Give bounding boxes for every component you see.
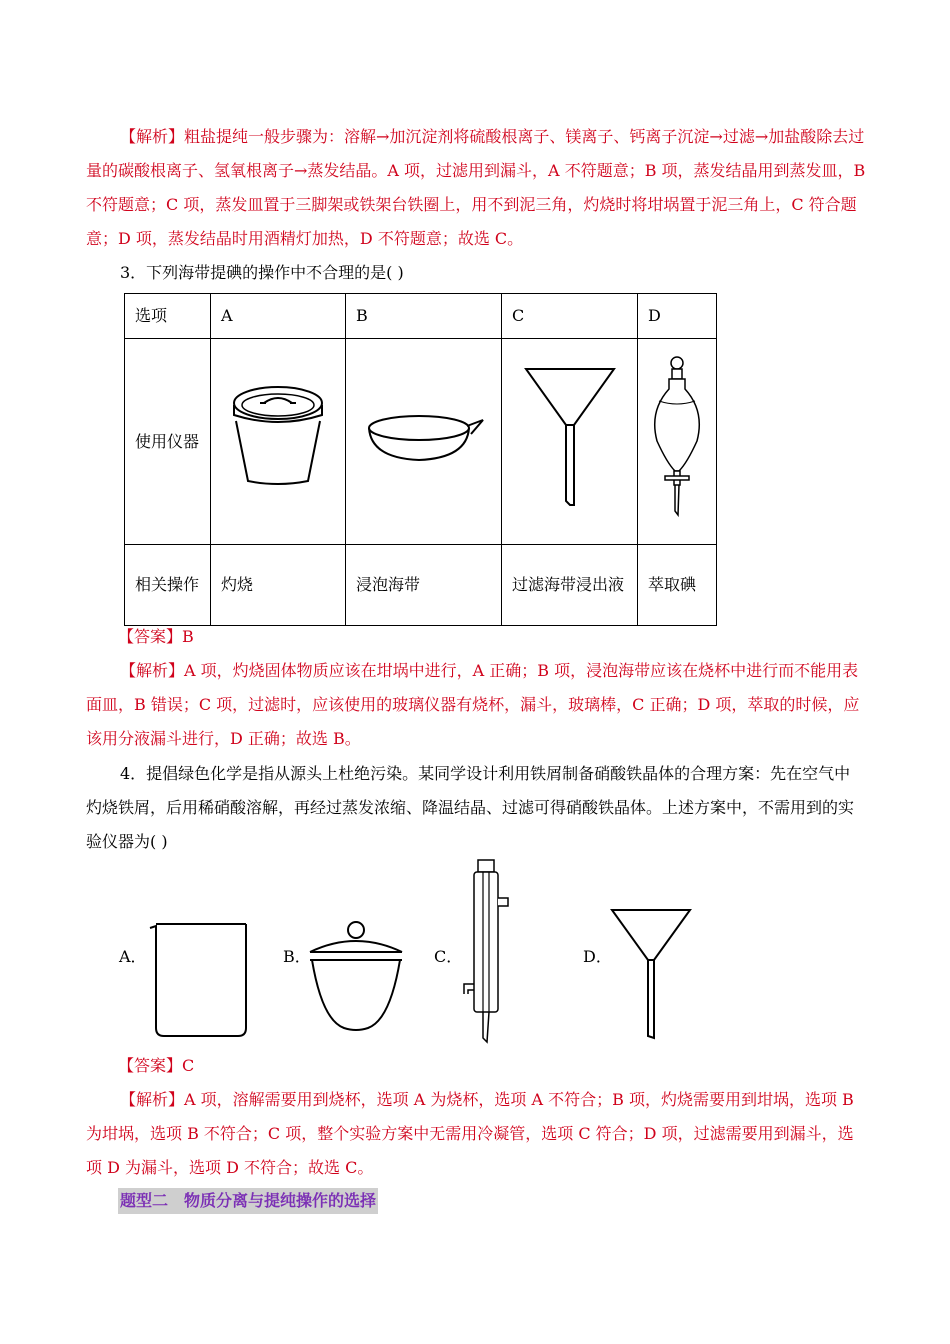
analysis-text: A 项，灼烧固体物质应该在坩埚中进行，A 正确；B 项，浸泡海带应该在烧杯中进行而不能用表面皿，B 错误；C 项，过滤时，应该使用的玻璃仪器有烧杯，漏斗，玻璃棒，C 正确；D 项，萃取的时候，应该用分液漏斗进行，D 正确；故选 B。 bbox=[86, 661, 860, 748]
operation-d: 萃取碘 bbox=[638, 545, 717, 626]
operation-b: 浸泡海带 bbox=[346, 545, 502, 626]
separatory-funnel-icon bbox=[647, 351, 707, 521]
answer-value: B bbox=[182, 627, 194, 646]
option-c-label: C． bbox=[434, 947, 463, 966]
funnel-cell bbox=[502, 339, 638, 545]
crucible-with-lid-icon bbox=[304, 916, 408, 1038]
row-operation-label: 相关操作 bbox=[125, 545, 211, 626]
beaker-icon bbox=[146, 918, 252, 1042]
header-option-a: A bbox=[211, 294, 346, 339]
answer-value: C bbox=[182, 1056, 195, 1075]
separatory-funnel-cell bbox=[638, 339, 717, 545]
analysis-text: A 项，溶解需要用到烧杯，选项 A 为烧杯，选项 A 不符合；B 项，灼烧需要用到坩埚，选项 B 为坩埚，选项 B 不符合；C 项，整个实验方案中无需用冷凝管，选项 C 符合；D 项，过滤需要用到漏斗，选项 D 为漏斗，选项 D 不符合；故选 C。 bbox=[86, 1090, 854, 1177]
operation-c: 过滤海带浸出液 bbox=[502, 545, 638, 626]
analysis-tag: 【解析】 bbox=[120, 661, 185, 680]
answer-tag: 【答案】 bbox=[118, 627, 183, 646]
condenser-icon bbox=[456, 858, 516, 1044]
crucible-icon bbox=[218, 381, 338, 491]
question-3-table bbox=[124, 293, 717, 626]
funnel-icon-d bbox=[608, 906, 694, 1042]
option-d-label: D． bbox=[583, 947, 612, 966]
question-3-answer bbox=[118, 620, 518, 654]
analysis-tag: 【解析】 bbox=[120, 127, 185, 146]
question-3-analysis bbox=[86, 654, 866, 756]
question-4-analysis bbox=[86, 1083, 866, 1185]
header-option-d: D bbox=[638, 294, 717, 339]
question-4-stem: 4．提倡绿色化学是指从源头上杜绝污染。某同学设计利用铁屑制备硝酸铁晶体的合理方案：先在空气中灼烧铁屑，后用稀硝酸溶解，再经过蒸发浓缩、降温结晶、过滤可得硝酸铁晶体。上述方案中，不需用到的实验仪器为( ) bbox=[86, 764, 855, 851]
crucible-cell bbox=[211, 339, 346, 545]
header-option-b: B bbox=[346, 294, 502, 339]
previous-analysis bbox=[86, 120, 866, 256]
option-a-label: A． bbox=[119, 947, 147, 966]
question-3-stem: 3．下列海带提碘的操作中不合理的是( ) bbox=[120, 263, 404, 282]
header-option-label: 选项 bbox=[125, 294, 211, 339]
question-4-answer bbox=[118, 1049, 518, 1083]
funnel-icon bbox=[520, 361, 620, 511]
section-heading: 题型二 物质分离与提纯操作的选择 bbox=[118, 1188, 378, 1214]
row-instrument-label: 使用仪器 bbox=[125, 339, 211, 545]
watch-glass-cell bbox=[346, 339, 502, 545]
answer-tag: 【答案】 bbox=[118, 1056, 183, 1075]
watch-glass-icon bbox=[359, 396, 489, 476]
analysis-tag: 【解析】 bbox=[120, 1090, 185, 1109]
operation-a: 灼烧 bbox=[211, 545, 346, 626]
analysis-text: 粗盐提纯一般步骤为：溶解→加沉淀剂将硫酸根离子、镁离子、钙离子沉淀→过滤→加盐酸除去过量的碳酸根离子、氢氧根离子→蒸发结晶。A 项，过滤用到漏斗，A 不符题意；B 项，蒸发结晶用到蒸发皿，B 不符题意；C 项，蒸发皿置于三脚架或铁架台铁圈上，用不到泥三角，灼烧时将坩埚置于泥三角上，C 符合题意；D 项，蒸发结晶时用酒精灯加热，D 不符题意；故选 C。 bbox=[86, 127, 866, 248]
header-option-c: C bbox=[502, 294, 638, 339]
option-b-label: B． bbox=[283, 947, 311, 966]
